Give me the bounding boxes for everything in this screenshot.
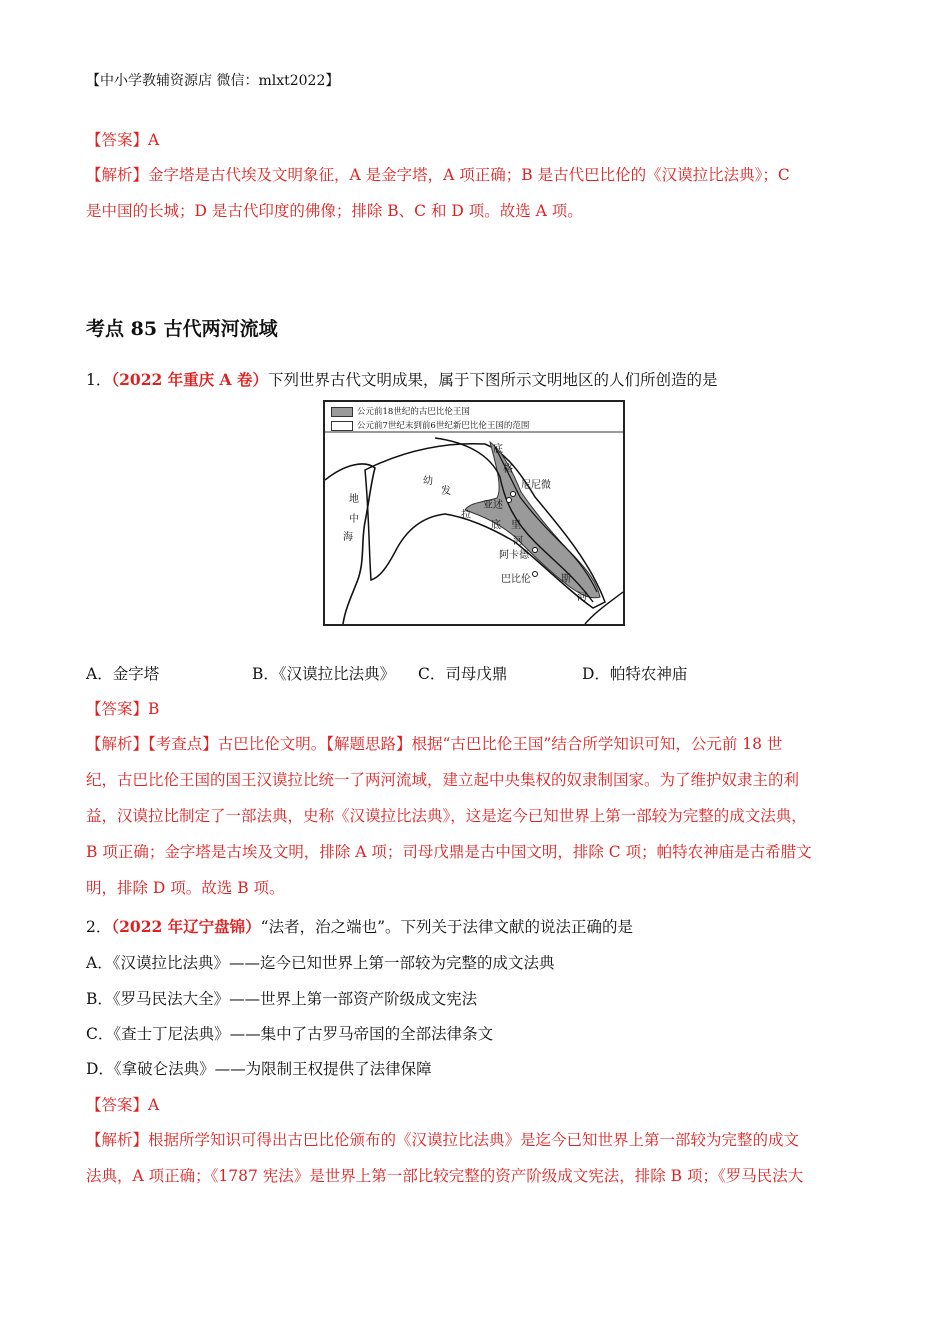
question-1-stem [86,368,718,390]
map-label-di: 底 [493,444,503,455]
q1-analysis-line3: 益，汉谟拉比制定了一部法典，史称《汉谟拉比法典》，这是迄今已知世界上第一部较为完整的成文法典， [86,807,807,825]
map-label-akade: 阿卡德 [499,550,529,561]
answer-label: 【答案】 [86,131,149,149]
question-text: 下列世界古代文明成果，属于下图所示文明地区的人们所创造的是 [267,371,718,389]
q2-option-a: A．《汉谟拉比法典》——迄今已知世界上第一部较为完整的成文法典 [86,954,555,972]
city-dot-assur [507,498,512,503]
prev-analysis-line1 [86,163,790,185]
map-label-di2: 底 [491,520,501,531]
legend-babylon: 公元前18世纪的古巴比伦王国 [357,407,470,417]
mesopotamia-map [323,400,625,626]
q1-option-a: A．金字塔 [86,665,160,683]
question-source: （2022 年重庆 A 卷） [111,370,268,389]
q1-option-c: C．司母戊鼎 [418,665,508,683]
question-source: （2022 年辽宁盘锦） [111,917,261,936]
city-dot-akkad [533,548,538,553]
analysis-label: 【解析】 [86,166,149,184]
answer-value: A [148,131,160,149]
map-label-hai: 海 [343,532,353,543]
q1-option-d: D．帕特农神庙 [582,665,688,683]
map-label-ge: 格 [503,464,513,475]
page-header: 【中小学教辅资源店 微信：mlxt2022】 [86,73,340,89]
question-text: “法者，治之端也”。下列关于法律文献的说法正确的是 [260,918,634,936]
question-2-stem [86,915,633,937]
q2-analysis-line1: 【解析】根据所学知识可得出古巴比伦颁布的《汉谟拉比法典》是迄今已知世界上第一部较为完整的成文 [86,1131,800,1149]
answer-value: B [148,700,160,718]
city-dot-ninive [511,492,516,497]
q1-analysis-line1: 【解析】【考查点】古巴比伦文明。【解题思路】根据“古巴比伦王国”结合所学知识可知，公元前 18 世 [86,735,783,753]
section-title: 考点 85 古代两河流域 [86,318,278,340]
question-number: 2． [86,918,112,936]
map-label-fa: 发 [441,486,451,497]
map-label-di3: 地 [349,494,359,505]
map-label-li: 里 [511,520,521,531]
city-dot-babylon [533,572,538,577]
map-label-babylon: 巴比伦 [501,574,531,585]
q2-option-b: B．《罗马民法大全》——世界上第一部资产阶级成文宪法 [86,990,478,1008]
map-label-ninive: 尼尼微 [521,480,551,491]
prev-analysis-line2: 是中国的长城；D 是古代印度的佛像；排除 B、C 和 D 项。故选 A 项。 [86,202,583,220]
map-label-you: 幼 [423,476,433,487]
analysis-text: 金字塔是古代埃及文明象征，A 是金字塔，A 项正确；B 是古代巴比伦的《汉谟拉比法典》；C [148,166,790,184]
q1-answer [86,697,159,719]
q2-option-d: D．《拿破仑法典》——为限制王权提供了法律保障 [86,1060,432,1078]
q2-option-c: C．《查士丁尼法典》——集中了古罗马帝国的全部法律条文 [86,1025,494,1043]
map-label-la: 拉 [461,510,471,521]
answer-label: 【答案】 [86,700,149,718]
q1-analysis-line2: 纪，古巴比伦王国的国王汉谟拉比统一了两河流域，建立起中央集权的奴隶制国家。为了维护奴隶主的利 [86,771,800,789]
q2-answer [86,1093,159,1115]
q1-analysis-line5: 明，排除 D 项。故选 B 项。 [86,879,285,897]
map-label-yashu: 亚述 [483,500,503,511]
map-label-he2: 河 [577,592,587,603]
q2-analysis-line2: 法典，A 项正确；《1787 宪法》是世界上第一部比较完整的资产阶级成文宪法，排除 B 项；《罗马民法大 [86,1167,804,1185]
answer-label: 【答案】 [86,1096,149,1114]
q1-option-b: B．《汉谟拉比法典》 [252,665,396,683]
map-label-si: 斯 [561,574,571,585]
legend-neo-babylon: 公元前7世纪末到前6世纪新巴比伦王国的范围 [357,421,530,431]
answer-value: A [148,1096,160,1114]
map-label-he: 河 [513,536,523,547]
map-label-zhong: 中 [349,514,359,525]
q1-analysis-line4: B 项正确；金字塔是古埃及文明，排除 A 项；司母戊鼎是古中国文明，排除 C 项；帕特农神庙是古希腊文 [86,843,812,861]
prev-answer [86,128,159,150]
question-number: 1． [86,371,112,389]
